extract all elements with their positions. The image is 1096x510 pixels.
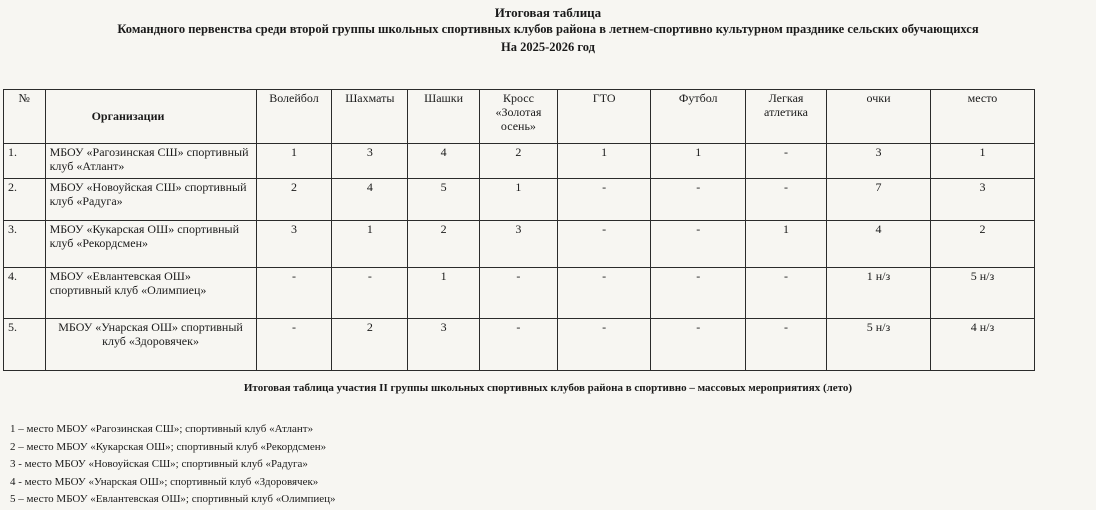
table-row	[4, 319, 1035, 371]
cell-volleyball: 2	[256, 179, 332, 221]
cell-chess: 4	[332, 179, 408, 221]
cell-gto: -	[557, 268, 651, 319]
cell-org: МБОУ «Евлантевская ОШ» спортивный клуб «Олимпиец»	[45, 268, 256, 319]
cell-points: 5 н/з	[827, 319, 931, 371]
col-points-header: очки	[827, 90, 931, 144]
cell-athletics: -	[745, 144, 826, 179]
ranking-item: 1 – место МБОУ «Рагозинская СШ»; спортивный клуб «Атлант»	[10, 423, 314, 435]
col-athletics-header: Легкая атлетика	[745, 90, 826, 144]
ranking-item: 4 - место МБОУ «Унарская ОШ»; спортивный клуб «Здоровячек»	[10, 475, 319, 488]
cell-football: -	[651, 319, 746, 371]
cell-gto: -	[557, 221, 651, 268]
ranking-list	[10, 421, 336, 509]
header-row	[4, 90, 1035, 144]
cell-checkers: 4	[408, 144, 480, 179]
cell-chess: 1	[332, 221, 408, 268]
document-year: На 2025-2026 год	[501, 40, 595, 54]
col-org-header: Организации	[45, 90, 256, 144]
cell-volleyball: 1	[256, 144, 332, 179]
cell-chess: 2	[332, 319, 408, 371]
cell-cross: 2	[479, 144, 557, 179]
table-row	[4, 179, 1035, 221]
ranking-item: 3 - место МБОУ «Новоуйская СШ»; спортивный клуб «Радуга»	[10, 458, 308, 470]
cell-gto: -	[557, 179, 651, 221]
col-chess-header: Шахматы	[332, 90, 408, 144]
col-place-header: место	[930, 90, 1034, 144]
cell-num: 2.	[4, 179, 46, 221]
cell-num: 1.	[4, 144, 46, 179]
cell-cross: 1	[479, 179, 557, 221]
cell-athletics: 1	[745, 221, 826, 268]
cell-chess: -	[332, 268, 408, 319]
cell-num: 4.	[4, 268, 46, 319]
col-gto-header: ГТО	[557, 90, 651, 144]
cell-cross: -	[479, 319, 557, 371]
cell-athletics: -	[745, 319, 826, 371]
table-row	[4, 221, 1035, 268]
document-subtitle: Командного первенства среди второй группы школьных спортивных клубов района в летнем-спортивно культурном празднике сельских обучающихся	[117, 22, 979, 36]
cell-points: 1 н/з	[827, 268, 931, 319]
cell-org: МБОУ «Кукарская ОШ» спортивный клуб «Рекордсмен»	[45, 221, 256, 268]
col-volleyball-header: Волейбол	[256, 90, 332, 144]
cell-points: 7	[827, 179, 931, 221]
cell-place: 5 н/з	[930, 268, 1034, 319]
cell-volleyball: -	[256, 319, 332, 371]
ranking-item: 2 – место МБОУ «Кукарская ОШ»; спортивный клуб «Рекордсмен»	[10, 440, 327, 453]
cell-checkers: 1	[408, 268, 480, 319]
cell-cross: -	[479, 268, 557, 319]
cell-football: -	[651, 179, 746, 221]
cell-checkers: 2	[408, 221, 480, 268]
cell-gto: -	[557, 319, 651, 371]
table-row	[4, 268, 1035, 319]
cell-checkers: 5	[408, 179, 480, 221]
cell-checkers: 3	[408, 319, 480, 371]
cell-place: 1	[930, 144, 1034, 179]
cell-num: 5.	[4, 319, 46, 371]
results-table	[3, 89, 1035, 371]
cell-volleyball: 3	[256, 221, 332, 268]
cell-athletics: -	[745, 268, 826, 319]
table-row	[4, 144, 1035, 179]
col-cross-header: Кросс «Золотая осень»	[479, 90, 557, 144]
cell-football: -	[651, 268, 746, 319]
cell-num: 3.	[4, 221, 46, 268]
ranking-item: 5 – место МБОУ «Евлантевская ОШ»; спортивный клуб «Олимпиец»	[10, 493, 336, 505]
document-title: Итоговая таблица	[494, 5, 602, 20]
cell-place: 3	[930, 179, 1034, 221]
cell-athletics: -	[745, 179, 826, 221]
cell-org: МБОУ «Рагозинская СШ» спортивный клуб «Атлант»	[45, 144, 256, 179]
col-num-header: №	[4, 90, 46, 144]
cell-org: МБОУ «Новоуйская СШ» спортивный клуб «Радуга»	[45, 179, 256, 221]
cell-cross: 3	[479, 221, 557, 268]
cell-volleyball: -	[256, 268, 332, 319]
cell-points: 3	[827, 144, 931, 179]
cell-place: 2	[930, 221, 1034, 268]
cell-football: 1	[651, 144, 746, 179]
cell-points: 4	[827, 221, 931, 268]
table-caption: Итоговая таблица участия II группы школьных спортивных клубов района в спортивно – массовых мероприятиях (лето)	[243, 382, 853, 394]
cell-gto: 1	[557, 144, 651, 179]
cell-org: МБОУ «Унарская ОШ» спортивный клуб «Здоровячек»	[45, 319, 256, 371]
cell-place: 4 н/з	[930, 319, 1034, 371]
col-football-header: Футбол	[651, 90, 746, 144]
cell-football: -	[651, 221, 746, 268]
cell-chess: 3	[332, 144, 408, 179]
col-checkers-header: Шашки	[408, 90, 480, 144]
